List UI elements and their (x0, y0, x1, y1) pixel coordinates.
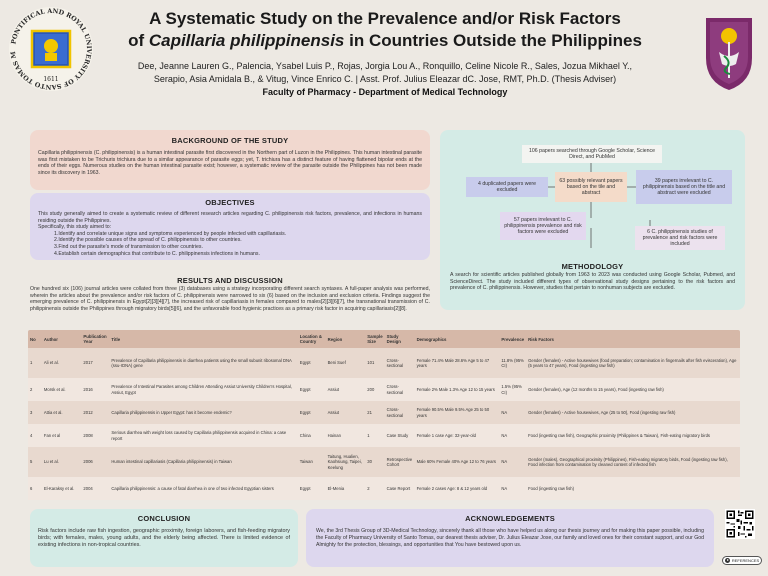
col-header: Title (109, 330, 297, 348)
table-cell: Female 2% Male 1.3% Age 12 to 15 years (415, 378, 500, 401)
table-cell: Egypt (298, 348, 326, 378)
objectives-intro: This study generally aimed to create a systematic review of different research articles regarding C. philippinensis risk factors, prevalence, and infections in humans residing outside the Philippines. (38, 211, 422, 224)
title-line2-post: in Countries Outside the Philippines (344, 31, 642, 50)
objectives-list (38, 231, 422, 257)
table-cell: Serious diarrhea with weight loss caused by Capillaria philippinensis acquired in China: a case report (109, 424, 297, 447)
table-cell: 1.5% (95% CI) (499, 378, 526, 401)
ust-seal-icon (8, 6, 94, 92)
table-cell: El-Karaksy et al. (42, 477, 82, 500)
table-cell: Fan et al (42, 424, 82, 447)
table-cell: Male 60% Female 40% Age 12 to 76 years (415, 447, 500, 477)
col-header: Publication Year (81, 330, 109, 348)
methodology-heading: METHODOLOGY (561, 262, 624, 271)
conclusion-text: Risk factors include raw fish ingestion, geographic proximity, foreign laborers, and fish-feeding migratory birds; with females, males, young adults, and the elderly being affected. There is limited evidence of existing infections in non-tropical countries. (38, 528, 290, 548)
poster-title (100, 8, 670, 52)
table-cell: 2016 (81, 378, 109, 401)
background-text: Capillaria philippinensis (C. philippinensis) is a human intestinal parasite first discovered in the Northern part of Luzon in the Philippines. This human intestinal parasite was first mistaken to be Trichuris trichiura due to a similar appearance of parasite eggs; yet, T. trichiura has a distinct feature of having flattened bipolar ends at the ends of their eggs. Numerous studies on the human intestinal parasite exist; however, a systematic review of the parasite outside the Philippines has not been made since its discovery in 1963. (38, 150, 422, 176)
table-cell: 2012 (81, 401, 109, 424)
table-cell: Food (ingesting raw fish) (526, 477, 740, 500)
table-cell: Gender (females) - Active housewives (food preparation; contamination in fingernails after fish evisceration), Age (5 years to 47 years), Food (ingesting raw fish) (526, 348, 740, 378)
results-text: One hundred six (106) journal articles were collated from three (3) databases using a strategy incorporating different search syntaxes. A full-paper analysis was performed, wherein the articles about the prevalence and/or risk factors of C. philippinensis were narrowed to six (6) based on the inclusion and exclusion criteria. Findings suggest the emerging prevalence of C. philippinensis in Egypt[2][3][4][7], the increased risk of capillariasis in females compared to males[2][3][6][7], the transnational transmission of C. philippinensis outside the Philippines through migratory birds[5][6], and the unfavorable food hygienic practices as a primary risk factor in acquiring capillariasis[2][8]. (30, 286, 430, 312)
col-header: Region (326, 330, 366, 348)
table-cell: NA (499, 447, 526, 477)
table-cell: China (298, 424, 326, 447)
table-cell: NA (499, 424, 526, 447)
table-cell: 2017 (81, 348, 109, 378)
table-cell: Egypt (298, 477, 326, 500)
faculty-line: Faculty of Pharmacy - Department of Medical Technology (262, 87, 508, 97)
methodology-text: A search for scientific articles published globally from 1963 to 2023 was conducted using Google Scholar, Pubmed, and ScienceDirect. The study included different types of observational study designs pertaining to the risk factors and prevalence of C. philippinensis. However, studies that pertain to nonhuman subjects are excluded. (450, 272, 735, 292)
table-cell: Cross-sectional (385, 378, 415, 401)
table-cell: 11.8% (95% CI) (499, 348, 526, 378)
table-cell: Gender (females), Age (12 months to 15 years), Food (ingesting raw fish) (526, 378, 740, 401)
table-cell: Capillaria philippinensis: a cause of fatal diarrhea in one of two infected Egyptian sisters (109, 477, 297, 500)
table-cell: Cross-sectional (385, 348, 415, 378)
table-body (28, 348, 740, 500)
col-header: Prevalence (499, 330, 526, 348)
col-header: Study Design (385, 330, 415, 348)
results-table-wrapper (28, 330, 740, 502)
table-cell: Taitung, Hualien, Kaohsiung, Taipei, Keelung (326, 447, 366, 477)
table-cell: Female 90.5% Male 9.5% Age 25 to 50 years (415, 401, 500, 424)
table-cell: Lu et al. (42, 447, 82, 477)
table-cell: Female 2 cases Age: 8 & 12 years old (415, 477, 500, 500)
table-cell: Hainan (326, 424, 366, 447)
qr-code-icon[interactable] (725, 509, 755, 539)
table-cell: Gender (females) - Active housewives, Age (25 to 50), Food (ingesting raw fish) (526, 401, 740, 424)
table-cell: Case Study (385, 424, 415, 447)
col-header: Author (42, 330, 82, 348)
table-cell: 2008 (81, 424, 109, 447)
table-row (28, 477, 740, 500)
acknowledgements-panel (306, 509, 714, 567)
col-header: No (28, 330, 42, 348)
seal-year: 1611 (43, 76, 59, 83)
objective-item: 4.Establish certain demographics that contribute to C. philippinensis infections in humans. (54, 250, 260, 257)
flow-box-possibly-relevant: 63 possibly relevant papers based on the tile and abstract (555, 172, 627, 202)
medtech-crest-icon (702, 12, 756, 92)
objective-item: 1.Identify and correlate unique signs and symptoms experienced by people infected with capillariasis. (54, 230, 287, 237)
background-panel (30, 130, 430, 190)
table-cell: NA (499, 401, 526, 424)
table-cell: 30 (365, 447, 384, 477)
acknowledgements-heading: ACKNOWLEDGEMENTS (465, 514, 555, 523)
table-cell: El-Menia (326, 477, 366, 500)
methodology-panel (440, 130, 745, 310)
flow-box-included: 6 C. philippinensis studies of prevalence and risk factors were included (635, 226, 725, 250)
table-cell: Prevalence of Intestinal Parasites among Children Attending Assiut University Children's Hospital, Assiut, Egypt (109, 378, 297, 401)
flow-box-irrelevant-title: 39 papers irrelevant to C. philippinensis based on the title and abstract were excluded (636, 170, 732, 204)
title-line1: A Systematic Study on the Prevalence and/or Risk Factors (149, 9, 621, 28)
table-row (28, 378, 740, 401)
references-button[interactable] (722, 556, 762, 565)
table-cell: Female 1 case Age: 32-year-old (415, 424, 500, 447)
table-header-row (28, 330, 740, 348)
background-heading: BACKGROUND OF THE STUDY (171, 136, 289, 145)
objectives-specific: Specifically, this study aimed to: (38, 224, 112, 231)
table-cell: Gender (males), Geographical proximity (Philippines), Fish-eating migratory birds, Food (ingesting raw fish), Food infection from contamination by cleaned content of infected fish (526, 447, 740, 477)
table-cell: Human intestinal capillariasis (Capillaria philippinensis) in Taiwan (109, 447, 297, 477)
table-cell: 2 (365, 477, 384, 500)
table-cell: 1 (365, 424, 384, 447)
table-cell: Cross-sectional (385, 401, 415, 424)
table-cell: Ali et al. (42, 348, 82, 378)
table-cell: Egypt (298, 378, 326, 401)
table-cell: NA (499, 477, 526, 500)
table-cell: Female 71.4% Male 28.6% Age 5 to 47 years (415, 348, 500, 378)
acknowledgements-text: We, the 3rd Thesis Group of 3D-Medical Technology, sincerely thank all those who have helped us along our thesis journey and for making this paper possible, including the Faculty of Pharmacy University of Santo Tomas, our dearest thesis adviser, Dr. Julius Eleazar Jose, our family and loved ones for their constant support, and our God Almighty for the protection, blessings, and opportunities that You have bestowed upon us. (316, 528, 704, 548)
col-header: Risk Factors (526, 330, 740, 348)
table-cell: Assiut (326, 378, 366, 401)
table-cell: Morsk et al. (42, 378, 82, 401)
seal-ring-text: PONTIFICAL AND ROYAL UNIVERSITY OF SANTO TOMAS M (8, 6, 94, 92)
flow-box-duplicates: 4 duplicated papers were excluded (466, 177, 548, 197)
table-cell: 21 (365, 401, 384, 424)
table-cell: Attia et al. (42, 401, 82, 424)
table-cell: 1 (28, 348, 42, 378)
objective-item: 3.Find out the parasite's mode of transmission to other countries. (54, 243, 203, 250)
objective-item: 2.Identify the possible causes of the spread of C. philippinensis to other countries. (54, 237, 242, 244)
objectives-heading: OBJECTIVES (205, 198, 255, 207)
col-header: Demographics (415, 330, 500, 348)
results-table (28, 330, 740, 500)
table-cell: Food (ingesting raw fish), Geographic proximity (Philippines & Taiwan), Fish-eating migratory birds (526, 424, 740, 447)
table-cell: Taiwan (298, 447, 326, 477)
authors-line2: Serapio, Asia Amidala B., & Vitug, Vince Enrico C. | Asst. Prof. Julius Eleazar dC. Jose, RMT, Ph.D. (Thesis Adviser) (153, 74, 617, 84)
objectives-panel (30, 193, 430, 260)
table-cell: 3 (28, 401, 42, 424)
table-cell: 200 (365, 378, 384, 401)
table-row (28, 447, 740, 477)
table-cell: Beni Suef (326, 348, 366, 378)
authors-line1: Dee, Jeanne Lauren G., Palencia, Ysabel Luis P., Rojas, Jorgia Lou A., Ronquillo, Celine Nicole R., Sales, Jozua Mikhael Y., (137, 61, 633, 71)
table-row (28, 424, 740, 447)
play-icon (725, 558, 730, 563)
table-cell: Prevalence of Capillaria philippinensis in diarrhea patients using the small subunit ribosomal DNA (ssu-rDNA) gene (109, 348, 297, 378)
title-sci-name: Capillaria philippinensis (148, 31, 345, 50)
table-cell: 5 (28, 447, 42, 477)
table-cell: 101 (365, 348, 384, 378)
col-header: Sample Size (365, 330, 384, 348)
title-line2 (100, 30, 670, 52)
conclusion-panel (30, 509, 298, 567)
table-cell: 6 (28, 477, 42, 500)
flow-box-searched: 106 papers searched through Google Scholar, Science Direct, and PubMed (522, 145, 662, 163)
table-row (28, 401, 740, 424)
table-cell: 2004 (81, 477, 109, 500)
conclusion-heading: CONCLUSION (137, 514, 191, 523)
table-cell: 4 (28, 424, 42, 447)
col-header: Location & Country (298, 330, 326, 348)
table-cell: 2 (28, 378, 42, 401)
references-label: REFERENCES (731, 558, 760, 563)
title-line2-pre: of (128, 31, 149, 50)
results-heading: RESULTS AND DISCUSSION (177, 276, 283, 285)
table-row (28, 348, 740, 378)
table-cell: Capillaria philippinensis in Upper Egypt: has it become endemic? (109, 401, 297, 424)
table-cell: 2006 (81, 447, 109, 477)
authors (100, 60, 670, 86)
table-cell: Case Report (385, 477, 415, 500)
table-cell: Retrospective Cohort (385, 447, 415, 477)
flow-box-irrelevant-prevalence: 57 papers irrelevant to C. philippinensis prevalence and risk factors were excluded (500, 212, 586, 240)
table-cell: Egypt (298, 401, 326, 424)
table-cell: Assiut (326, 401, 366, 424)
